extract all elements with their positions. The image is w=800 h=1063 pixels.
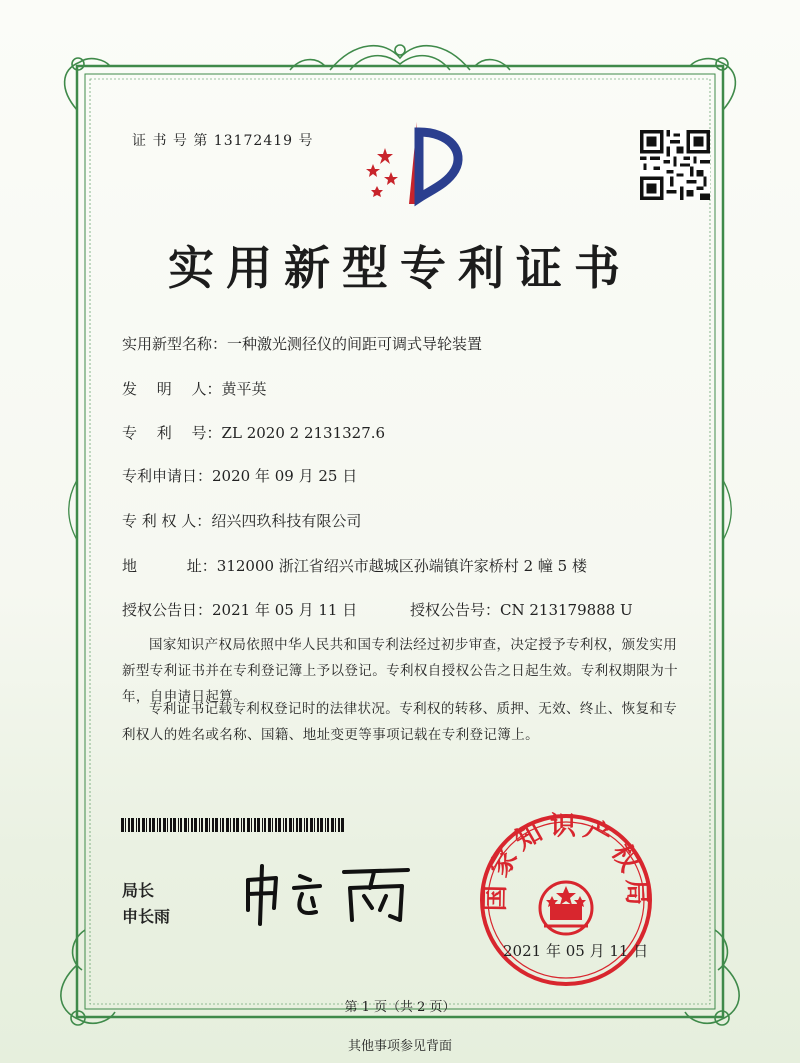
field-patentee <box>122 510 361 531</box>
signoff-title: 局长 <box>122 881 155 900</box>
field-grant-number <box>410 599 633 620</box>
document-title: 实用新型专利证书 <box>168 241 632 295</box>
cnipa-logo-icon <box>355 118 475 208</box>
qr-code-icon <box>640 130 710 200</box>
footer-note: 其他事项参见背面 <box>347 1039 452 1054</box>
field-label: 实用新型名称： <box>122 335 228 353</box>
field-value: 2020 年 09 月 25 日 <box>212 467 358 485</box>
field-label: 专 利 号： <box>122 424 222 442</box>
barcode-icon <box>121 818 347 832</box>
field-label: 专利申请日： <box>122 467 213 485</box>
official-seal-icon <box>478 812 654 988</box>
signoff-name: 申长雨 <box>122 907 171 926</box>
field-utility-model-name <box>122 333 482 354</box>
field-label: 地 址： <box>122 557 217 575</box>
seal-date: 2021 年 05 月 11 日 <box>503 942 649 960</box>
field-value: 绍兴四玖科技有限公司 <box>211 512 362 530</box>
field-address <box>122 555 587 576</box>
field-label: 专 利 权 人： <box>122 512 212 530</box>
field-value: ZL 2020 2 2131327.6 <box>221 424 386 442</box>
field-value: CN 213179888 U <box>500 601 633 619</box>
field-patent-number <box>122 422 385 443</box>
handwritten-signature <box>240 858 420 928</box>
field-value: 312000 浙江省绍兴市越城区孙端镇许家桥村 2 幢 5 楼 <box>216 557 587 575</box>
body-paragraph-1: 国家知识产权局依照中华人民共和国专利法经过初步审查，决定授予专利权，颁发实用新型专利证书并在专利登记簿上予以登记。专利权自授权公告之日起生效。专利权期限为十年，自申请日起算。 <box>122 637 678 705</box>
field-value: 黄平英 <box>221 380 267 398</box>
certificate-number: 证 书 号 第 13172419 号 <box>132 133 314 149</box>
field-value: 2021 年 05 月 11 日 <box>212 601 358 619</box>
field-label: 发 明 人： <box>122 380 222 398</box>
field-label: 授权公告号： <box>410 601 501 619</box>
field-filing-date <box>122 465 357 486</box>
field-label: 授权公告日： <box>122 601 213 619</box>
field-grant-date <box>122 599 357 620</box>
seal-text: 国家知识产权局 <box>480 812 652 912</box>
body-paragraph-2: 专利证书记载专利权登记时的法律状况。专利权的转移、质押、无效、终止、恢复和专利权人的姓名或名称、国籍、地址变更等事项记载在专利登记簿上。 <box>122 701 678 743</box>
page-indicator: 第 1 页（共 2 页） <box>344 1000 456 1015</box>
field-inventor <box>122 378 267 399</box>
field-value: 一种激光测径仪的间距可调式导轮装置 <box>227 335 483 353</box>
